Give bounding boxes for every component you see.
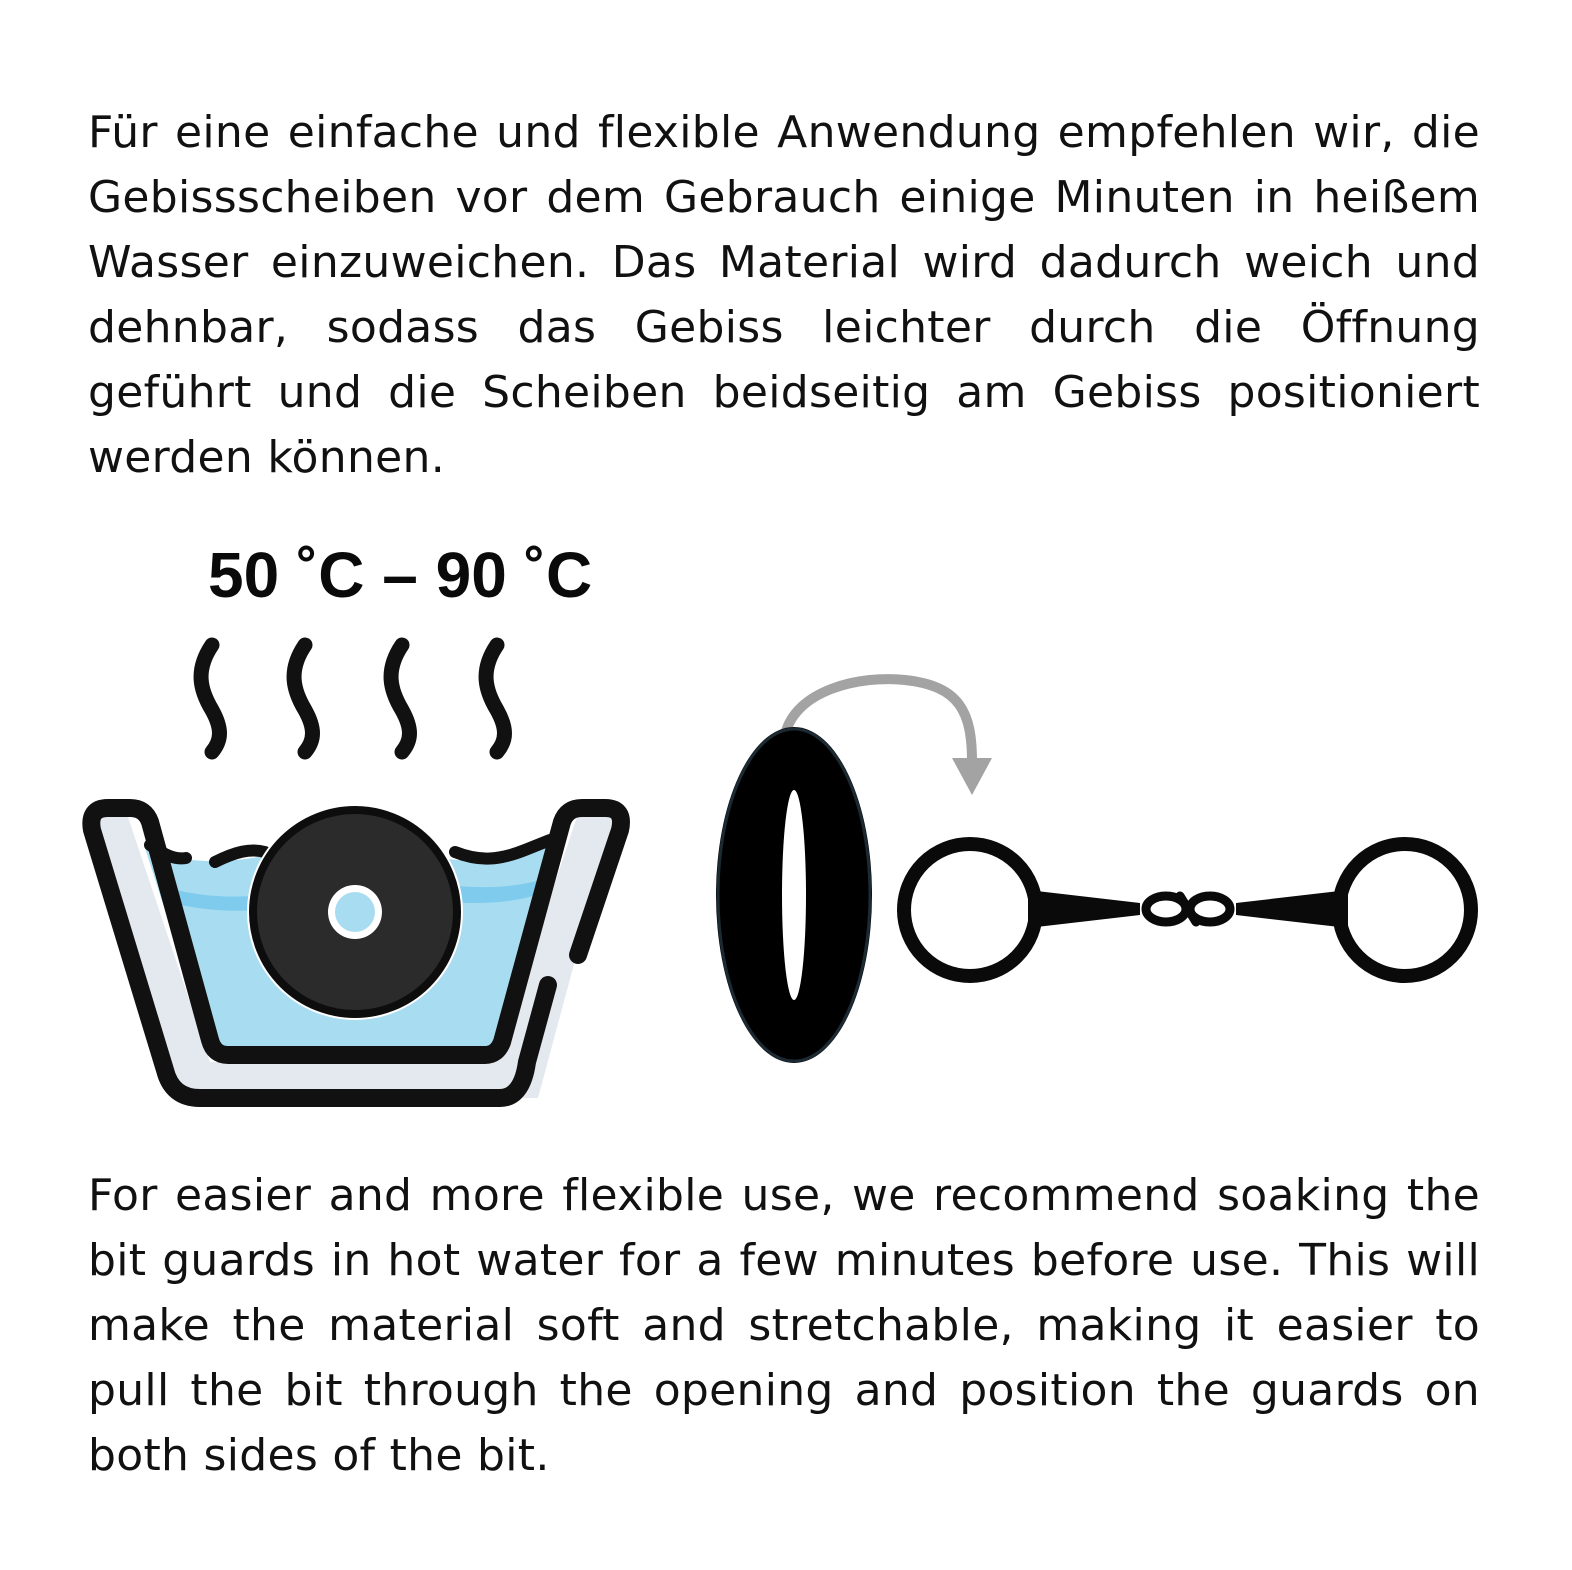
snaffle-bit-icon [904, 844, 1471, 976]
bit-guard-ring-icon [716, 727, 872, 1063]
bit-guard-disc-icon [247, 804, 463, 1020]
steam-icon [201, 645, 504, 752]
german-instructions: Für eine einfache und flexible Anwendung empfehlen wir, die Gebissscheiben vor dem Gebrauch einige Minuten in heißem Wasser einzuweichen. Das Material wird dadurch weich und dehnbar, sodass das Gebiss leichter durch die Öffnung geführt und die Scheiben beidseitig am Gebiss positioniert werden können. [88, 107, 1480, 483]
english-instructions: For easier and more flexible use, we recommend soaking the bit guards in hot water for a few minutes before use. This will make the material soft and stretchable, making it easier to pull the bit through the opening and position the guards on both sides of the bit. [88, 1170, 1480, 1481]
soaking-illustration [0, 610, 1572, 1130]
temperature-range-label: 50 ˚C – 90 ˚C [208, 539, 593, 611]
